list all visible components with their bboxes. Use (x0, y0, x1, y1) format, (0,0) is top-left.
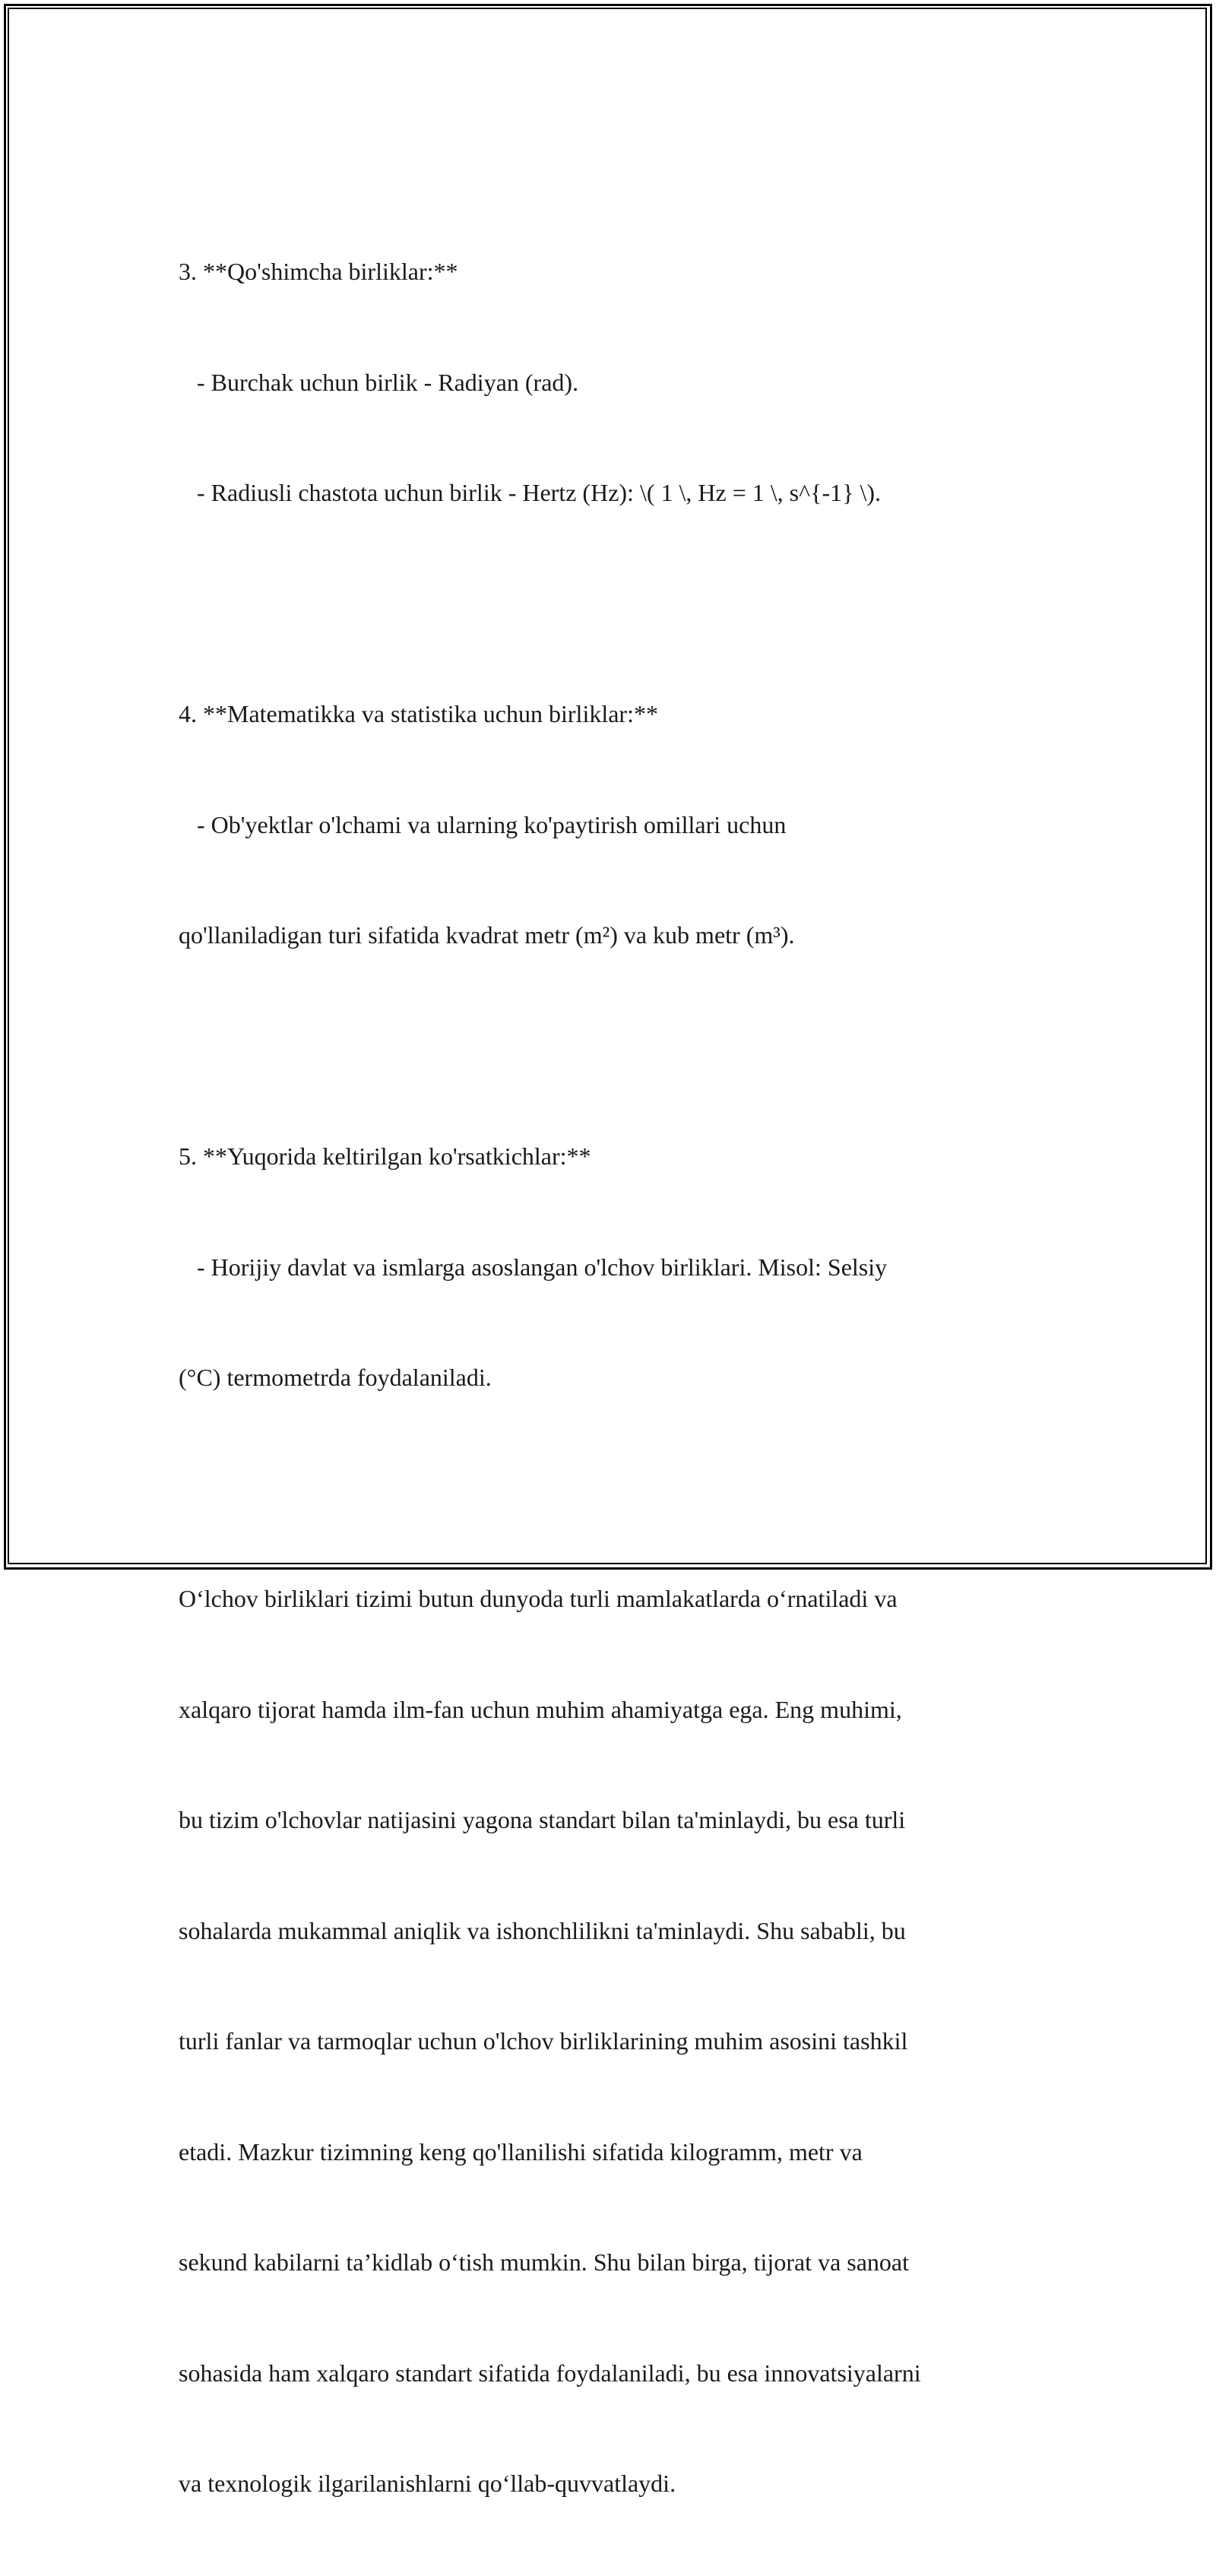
list-item: - Radiusli chastota uchun birlik - Hertz (Hz): \( 1 \, Hz = 1 \, s^{-1} \). (179, 479, 882, 506)
blank-line (179, 1028, 1037, 1065)
paragraph-line: sekund kabilarni ta’kidlab o‘tish mumkin. Shu bilan birga, tijorat va sanoat (179, 2248, 910, 2276)
document-body (179, 179, 1037, 2576)
section-heading: 4. **Matematikka va statistika uchun birliklar:** (179, 700, 658, 727)
list-item-continuation: qo'llaniladigan turi sifatida kvadrat metr (m²) va kub metr (m³). (179, 921, 795, 949)
summary-paragraph (179, 1507, 1037, 2576)
paragraph-line: O‘lchov birliklari tizimi butun dunyoda turli mamlakatlarda o‘rnatiladi va (179, 1585, 898, 1612)
blank-line (179, 1470, 1037, 1507)
paragraph-line: sohasida ham xalqaro standart sifatida foydalaniladi, bu esa innovatsiyalarni (179, 2359, 921, 2387)
blank-line (179, 585, 1037, 623)
paragraph-line: va texnologik ilgarilanishlarni qo‘llab-quvvatlaydi. (179, 2470, 676, 2497)
list-item-continuation: (°C) termometrda foydalaniladi. (179, 1364, 492, 1391)
paragraph-line: bu tizim o'lchovlar natijasini yagona standart bilan ta'minlaydi, bu esa turli (179, 1806, 906, 1833)
section-heading: 3. **Qo'shimcha birliklar:** (179, 258, 458, 285)
list-item: - Horijiy davlat va ismlarga asoslangan o'lchov birliklari. Misol: Selsiy (179, 1253, 888, 1281)
list-item: - Ob'yektlar o'lchami va ularning ko'paytirish omillari uchun (179, 810, 787, 838)
list-item: - Burchak uchun birlik - Radiyan (rad). (179, 368, 579, 396)
paragraph-line: xalqaro tijorat hamda ilm-fan uchun muhim ahamiyatga ega. Eng muhimi, (179, 1695, 902, 1723)
section-5 (179, 1064, 1037, 1470)
section-4 (179, 622, 1037, 1028)
section-3 (179, 179, 1037, 585)
section-heading: 5. **Yuqorida keltirilgan ko'rsatkichlar:** (179, 1142, 591, 1170)
paragraph-line: sohalarda mukammal aniqlik va ishonchlilikni ta'minlaydi. Shu sababli, bu (179, 1916, 906, 1944)
paragraph-line: turli fanlar va tarmoqlar uchun o'lchov birliklarining muhim asosini tashkil (179, 2027, 908, 2055)
paragraph-line: etadi. Mazkur tizimning keng qo'llanilishi sifatida kilogramm, metr va (179, 2137, 863, 2166)
